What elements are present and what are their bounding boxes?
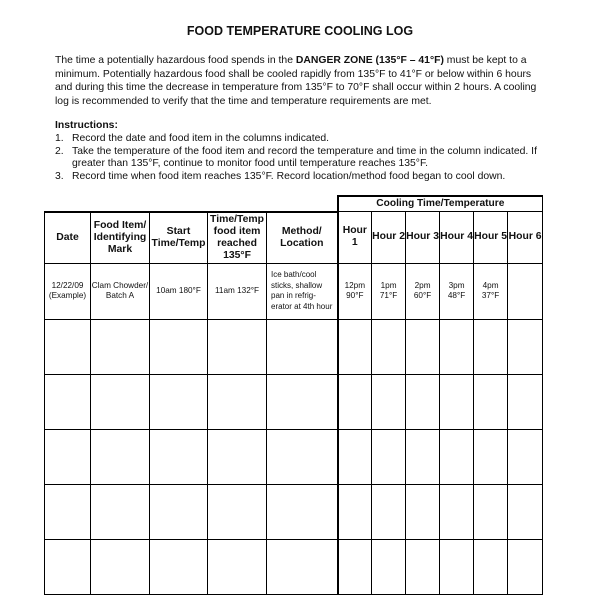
entry-hour-cell[interactable] xyxy=(474,484,508,539)
col-hour-2: Hour 2 xyxy=(372,212,406,264)
cooling-log-table xyxy=(44,195,543,595)
entry-method-cell[interactable] xyxy=(267,374,338,429)
entry-method-cell[interactable] xyxy=(267,484,338,539)
log-entry-row xyxy=(45,539,543,594)
col-hour-6: Hour 6 xyxy=(508,212,543,264)
entry-hour-cell[interactable] xyxy=(508,429,543,484)
instructions-heading: Instructions: xyxy=(55,120,118,131)
entry-hour-cell[interactable] xyxy=(406,374,440,429)
example-hour-2: 1pm 71°F xyxy=(372,263,406,319)
entry-hour-cell[interactable] xyxy=(508,319,543,374)
instruction-text: Record the date and food item in the columns indicated. xyxy=(72,133,330,144)
col-reached: Time/Temp food item reached 135°F xyxy=(208,212,267,264)
entry-reached-cell[interactable] xyxy=(208,539,267,594)
entry-hour-cell[interactable] xyxy=(440,429,474,484)
entry-hour-cell[interactable] xyxy=(372,429,406,484)
entry-hour-cell[interactable] xyxy=(406,429,440,484)
column-header-row xyxy=(45,212,543,264)
entry-date-cell[interactable] xyxy=(45,429,91,484)
intro-text-start: The time a potentially hazardous food spends in the xyxy=(55,55,296,66)
entry-date-cell[interactable] xyxy=(45,539,91,594)
example-hour-5: 4pm 37°F xyxy=(474,263,508,319)
entry-date-cell[interactable] xyxy=(45,374,91,429)
entry-hour-cell[interactable] xyxy=(474,319,508,374)
example-hour-3: 2pm 60°F xyxy=(406,263,440,319)
entry-method-cell[interactable] xyxy=(267,429,338,484)
entry-hour-cell[interactable] xyxy=(338,374,372,429)
entry-hour-cell[interactable] xyxy=(440,484,474,539)
entry-start-cell[interactable] xyxy=(150,374,208,429)
example-food-item: Clam Chowder/ Batch A xyxy=(91,263,150,319)
col-method: Method/ Location xyxy=(267,212,338,264)
instruction-item xyxy=(55,133,545,146)
entry-reached-cell[interactable] xyxy=(208,374,267,429)
entry-start-cell[interactable] xyxy=(150,319,208,374)
entry-food-cell[interactable] xyxy=(91,319,150,374)
entry-hour-cell[interactable] xyxy=(372,319,406,374)
example-hour-1: 12pm 90°F xyxy=(338,263,372,319)
entry-food-cell[interactable] xyxy=(91,429,150,484)
example-reached: 11am 132°F xyxy=(208,263,267,319)
entry-hour-cell[interactable] xyxy=(338,319,372,374)
entry-date-cell[interactable] xyxy=(45,484,91,539)
entry-start-cell[interactable] xyxy=(150,484,208,539)
instruction-text: Take the temperature of the food item and record the temperature and time in the column indicated. If greater than 135°F, continue to monitor food until temperature reaches 135°F. xyxy=(72,145,537,169)
entry-hour-cell[interactable] xyxy=(440,539,474,594)
entry-hour-cell[interactable] xyxy=(508,484,543,539)
entry-hour-cell[interactable] xyxy=(508,539,543,594)
page-title: FOOD TEMPERATURE COOLING LOG xyxy=(186,24,414,38)
entry-method-cell[interactable] xyxy=(267,319,338,374)
entry-hour-cell[interactable] xyxy=(474,429,508,484)
example-hour-4: 3pm 48°F xyxy=(440,263,474,319)
entry-reached-cell[interactable] xyxy=(208,429,267,484)
entry-start-cell[interactable] xyxy=(150,429,208,484)
example-method: Ice bath/cool sticks, shallow pan in refrig-erator at 4th hour xyxy=(267,263,338,319)
log-entry-row xyxy=(45,319,543,374)
entry-hour-cell[interactable] xyxy=(338,429,372,484)
entry-start-cell[interactable] xyxy=(150,539,208,594)
entry-reached-cell[interactable] xyxy=(208,319,267,374)
entry-hour-cell[interactable] xyxy=(474,539,508,594)
col-start: Start Time/Temp xyxy=(150,212,208,264)
instruction-number: 2. xyxy=(55,145,64,157)
danger-zone-text: DANGER ZONE (135°F – 41°F) xyxy=(295,55,444,66)
col-date: Date xyxy=(45,212,91,264)
instruction-text: Record time when food item reaches 135°F. Record location/method food began to cool down. xyxy=(72,170,506,182)
entry-hour-cell[interactable] xyxy=(372,374,406,429)
entry-method-cell[interactable] xyxy=(267,539,338,594)
entry-date-cell[interactable] xyxy=(45,319,91,374)
entry-food-cell[interactable] xyxy=(91,374,150,429)
entry-hour-cell[interactable] xyxy=(338,539,372,594)
entry-hour-cell[interactable] xyxy=(440,319,474,374)
entry-hour-cell[interactable] xyxy=(372,484,406,539)
instructions-list xyxy=(55,133,545,183)
example-start: 10am 180°F xyxy=(150,263,208,319)
instruction-number: 1. xyxy=(55,133,64,144)
log-entry-row xyxy=(45,484,543,539)
example-date: 12/22/09 (Example) xyxy=(45,263,91,319)
instruction-number: 3. xyxy=(55,170,64,182)
col-food-item: Food Item/ Identifying Mark xyxy=(91,212,150,264)
entry-food-cell[interactable] xyxy=(91,484,150,539)
cooling-header-row xyxy=(45,196,543,212)
col-hour-4: Hour 4 xyxy=(440,212,474,264)
entry-hour-cell[interactable] xyxy=(440,374,474,429)
intro-paragraph xyxy=(55,54,545,108)
instruction-item xyxy=(55,171,545,184)
entry-hour-cell[interactable] xyxy=(474,374,508,429)
log-entry-row xyxy=(45,374,543,429)
cooling-time-header: Cooling Time/Temperature xyxy=(338,196,543,212)
log-entry-row xyxy=(45,429,543,484)
instruction-item xyxy=(55,146,545,171)
example-row xyxy=(45,263,543,319)
entry-hour-cell[interactable] xyxy=(508,374,543,429)
example-hour-6 xyxy=(508,263,543,319)
col-hour-5: Hour 5 xyxy=(474,212,508,264)
entry-reached-cell[interactable] xyxy=(208,484,267,539)
entry-food-cell[interactable] xyxy=(91,539,150,594)
entry-hour-cell[interactable] xyxy=(406,539,440,594)
intro-text-end: must be kept to a minimum. Potentially hazardous food shall be cooled rapidly from 135°F to 41°F or below within 6 hours and during this time the decrease in temperature from 135°F to 70°F shall occur within 2 hours. A cooling log is recommended to verify that the time and temperature requirements are met. xyxy=(55,55,537,107)
entry-hour-cell[interactable] xyxy=(372,539,406,594)
col-hour-1: Hour 1 xyxy=(338,212,372,264)
col-hour-3: Hour 3 xyxy=(406,212,440,264)
entry-hour-cell[interactable] xyxy=(338,484,372,539)
entry-hour-cell[interactable] xyxy=(406,319,440,374)
entry-hour-cell[interactable] xyxy=(406,484,440,539)
